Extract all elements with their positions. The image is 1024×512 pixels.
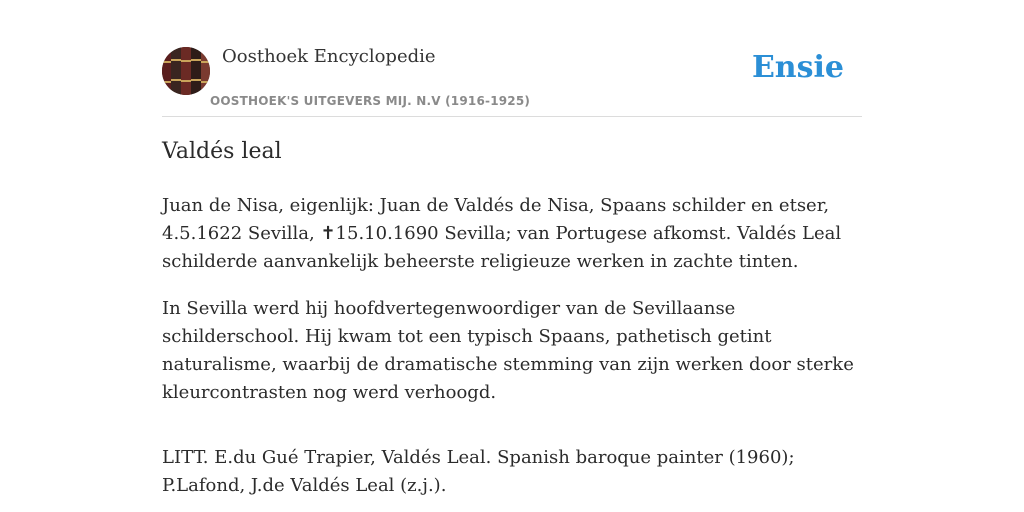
book-spine-icon <box>171 47 181 95</box>
publisher-label: OOSTHOEK'S UITGEVERS MIJ. N.V (1916-1925) <box>210 94 531 108</box>
book-spine-icon <box>181 47 191 95</box>
book-spine-icon <box>201 47 210 95</box>
encyclopedia-name[interactable]: Oosthoek Encyclopedie <box>222 46 436 67</box>
book-spine-icon <box>162 47 171 95</box>
site-header <box>162 40 862 117</box>
literature-reference: LITT. E.du Gué Trapier, Valdés Leal. Spanish baroque painter (1960); P.Lafond, J.de Valdés Leal (z.j.). <box>162 447 795 496</box>
book-spine-icon <box>191 47 201 95</box>
ensie-logo[interactable]: Ensie <box>751 50 844 85</box>
encyclopedia-avatar[interactable] <box>162 47 210 95</box>
article-body <box>162 192 862 512</box>
article-paragraph: In Sevilla werd hij hoofdvertegenwoordiger van de Sevillaanse schilderschool. Hij kwam tot een typisch Spaans, pathetisch getint naturalisme, waarbij de dramatische stemming van zijn werken door sterke kleurcontrasten nog werd verhoogd. <box>162 298 854 403</box>
article-paragraph: Juan de Nisa, eigenlijk: Juan de Valdés de Nisa, Spaans schilder en etser, 4.5.1622 Sevilla, ✝15.10.1690 Sevilla; van Portugese afkomst. Valdés Leal schilderde aanvankelijk beheerste religieuze werken in zachte tinten. <box>162 195 842 272</box>
article-title: Valdés leal <box>162 139 282 164</box>
